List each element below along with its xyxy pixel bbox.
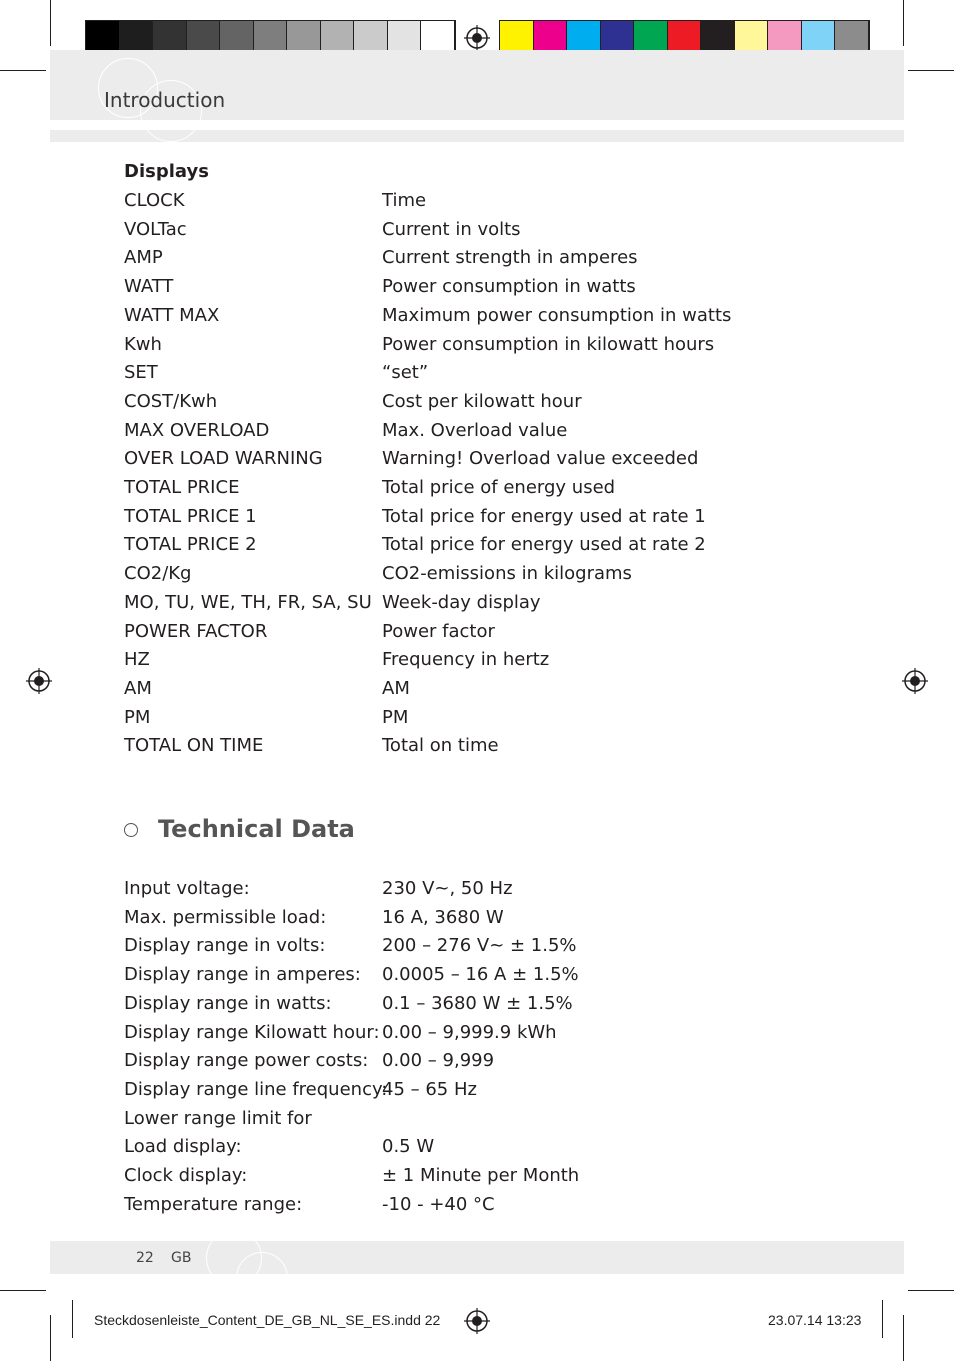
row-label: CLOCK [124,190,185,211]
registration-mark-icon [464,25,490,51]
slug-filename: Steckdosenleiste_Content_DE_GB_NL_SE_ES.indd 22 [94,1312,441,1328]
slug-date: 23.07.14 13:23 [768,1312,862,1328]
row-value: 200 – 276 V~ ± 1.5% [382,935,577,957]
crop-mark [903,1315,904,1361]
row-label: Display range power costs: [124,1050,369,1072]
row-label: Display range in watts: [124,992,332,1014]
row-label: Kwh [124,333,162,355]
row-label: Display range Kilowatt hour: [124,1021,380,1043]
row-value: Total on time [382,735,499,757]
row-value: 0.1 – 3680 W ± 1.5% [382,992,573,1014]
row-label: MAX OVERLOAD [124,419,270,441]
language-code: GB [171,1250,192,1266]
registration-mark-icon [464,1308,490,1334]
table-row [124,907,844,935]
table-row [124,1165,844,1193]
row-label: Display range in amperes: [124,964,361,986]
row-value: 0.5 W [382,1136,435,1158]
table-row [124,362,844,390]
row-label: PM [124,706,151,728]
row-label: TOTAL PRICE 1 [124,505,257,527]
technical-data-heading: Technical Data [158,815,355,843]
row-label: Max. permissible load: [124,906,327,928]
row-label: TOTAL ON TIME [124,735,264,757]
row-value: Time [382,190,427,211]
table-row [124,649,844,677]
row-value: 230 V~, 50 Hz [382,878,513,899]
table-row [124,707,844,735]
row-label: HZ [124,649,150,671]
row-label: CO2/Kg [124,563,192,585]
table-row [124,563,844,591]
row-value: Frequency in hertz [382,649,550,671]
table-row [124,391,844,419]
row-value: Total price for energy used at rate 1 [382,505,706,527]
table-row [124,993,844,1021]
displays-heading: Displays [124,161,209,182]
row-label: Input voltage: [124,878,250,899]
crop-mark [903,0,904,46]
row-label: TOTAL PRICE 2 [124,534,257,556]
row-label: COST/Kwh [124,390,218,412]
row-value: CO2-emissions in kilograms [382,563,632,585]
row-value: Warning! Overload value exceeded [382,448,699,470]
table-row [124,1079,844,1107]
table-row [124,678,844,706]
table-row [124,506,844,534]
row-value: 16 A, 3680 W [382,906,504,928]
table-row [124,305,844,333]
row-label: Load display: [124,1136,242,1158]
table-row [124,1108,844,1136]
row-label: MO, TU, WE, TH, FR, SA, SU [124,591,372,613]
row-label: Display range line frequency: [124,1078,388,1100]
row-value: Current in volts [382,218,521,240]
row-value: ± 1 Minute per Month [382,1165,580,1186]
row-label: AM [124,677,152,699]
row-value: Total price of energy used [382,477,616,498]
row-label: Clock display: [124,1165,248,1186]
table-row [124,878,844,906]
decorative-circle-icon [236,1252,288,1304]
row-value: 0.00 – 9,999 [382,1050,495,1072]
table-row [124,334,844,362]
table-row [124,276,844,304]
row-label: WATT [124,276,174,298]
page-section-title: Introduction [104,88,226,112]
row-label: WATT MAX [124,304,220,326]
row-label: VOLTac [124,218,187,240]
row-label: POWER FACTOR [124,620,268,642]
row-value: Week-day display [382,591,541,613]
row-value: “set” [382,362,429,384]
table-row [124,735,844,763]
row-value: Power factor [382,620,495,642]
table-row [124,219,844,247]
table-row [124,534,844,562]
table-row [124,247,844,275]
table-row [124,190,844,218]
row-label: Lower range limit for [124,1107,312,1129]
table-row [124,420,844,448]
row-label: Temperature range: [124,1193,303,1215]
row-label: OVER LOAD WARNING [124,448,323,470]
table-row [124,477,844,505]
table-row [124,1194,844,1222]
crop-mark [72,1300,73,1338]
crop-mark [0,1290,46,1291]
row-value: Total price for energy used at rate 2 [382,534,706,556]
row-label: AMP [124,247,163,269]
crop-mark [882,1300,883,1338]
row-value: -10 - +40 °C [382,1193,495,1215]
row-value: Power consumption in watts [382,276,636,298]
crop-mark [50,1315,51,1361]
row-value: Cost per kilowatt hour [382,390,582,412]
registration-mark-icon [902,668,928,694]
crop-mark [50,0,51,46]
table-row [124,1022,844,1050]
row-value: Maximum power consumption in watts [382,304,732,326]
table-row [124,448,844,476]
table-row [124,1050,844,1078]
row-value: Power consumption in kilowatt hours [382,333,715,355]
crop-mark [908,70,954,71]
section-bullet-icon [124,823,138,837]
table-row [124,592,844,620]
row-label: Display range in volts: [124,935,326,957]
row-value: PM [382,706,409,728]
row-value: Max. Overload value [382,419,568,441]
row-value: 0.0005 – 16 A ± 1.5% [382,964,579,986]
row-value: Current strength in amperes [382,247,638,269]
table-row [124,964,844,992]
table-row [124,935,844,963]
registration-mark-icon [26,668,52,694]
row-value: 45 – 65 Hz [382,1078,477,1100]
row-value: AM [382,677,410,699]
crop-mark [908,1290,954,1291]
table-row [124,1136,844,1164]
row-label: TOTAL PRICE [124,477,240,498]
crop-mark [0,70,46,71]
row-label: SET [124,362,158,384]
table-row [124,621,844,649]
row-value: 0.00 – 9,999.9 kWh [382,1021,557,1043]
page-number: 22 [136,1250,154,1266]
